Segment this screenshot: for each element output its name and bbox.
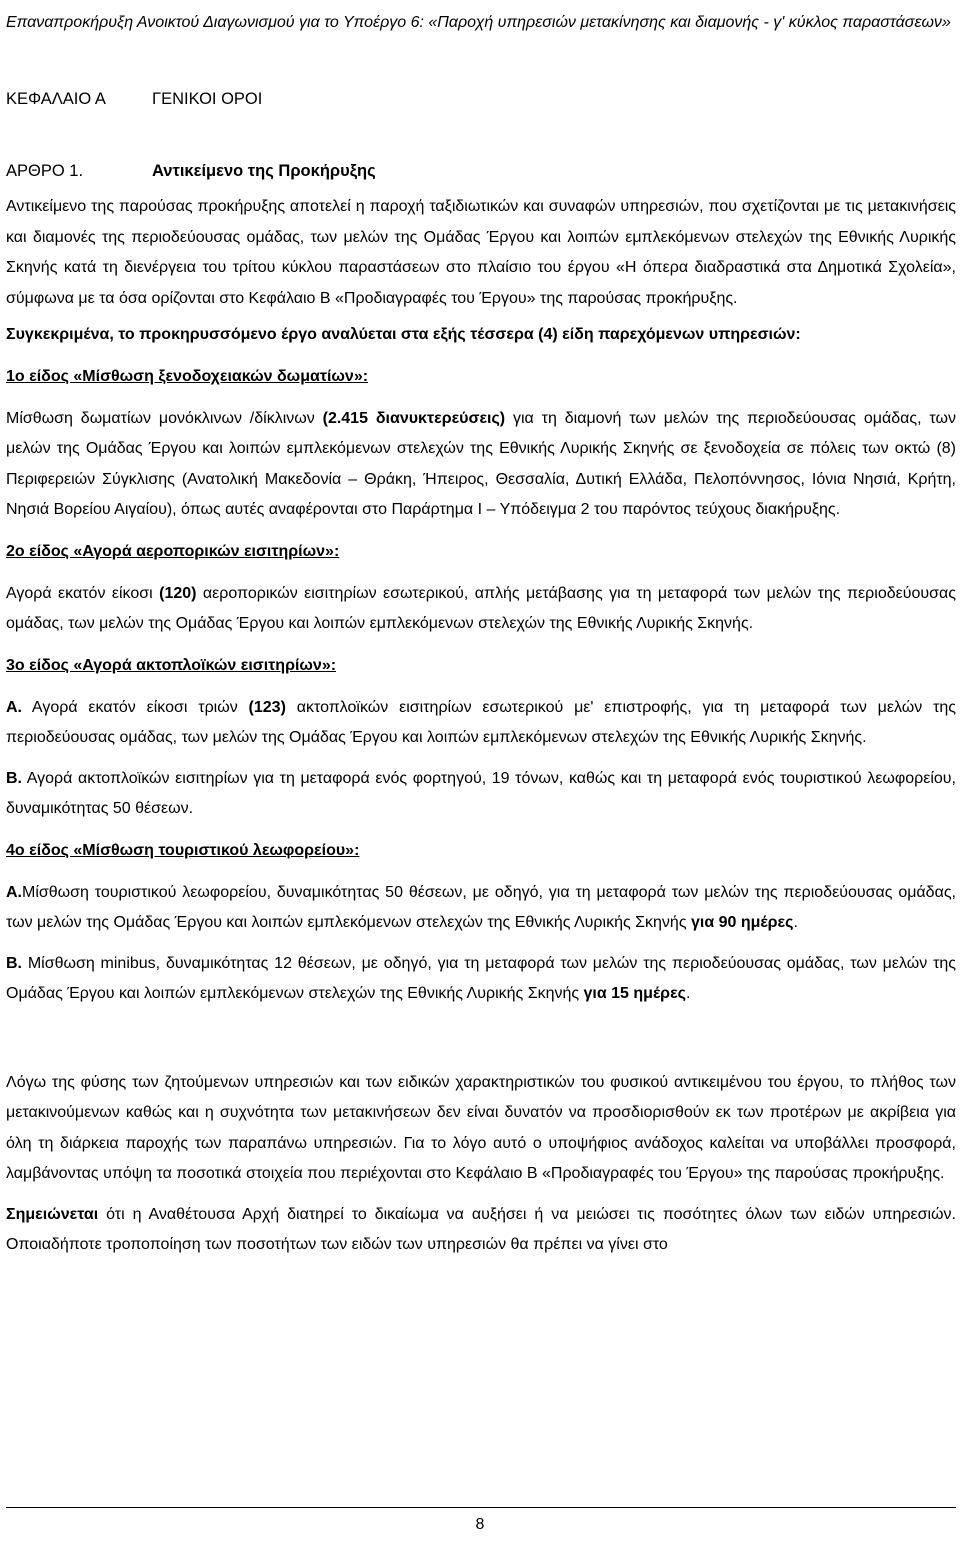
kind3-b-label: Β.: [6, 769, 22, 787]
kind3-b-text: Αγορά ακτοπλοϊκών εισιτηρίων για τη μεταφορά ενός φορτηγού, 19 τόνων, καθώς και τη μεταφορά ενός τουριστικού λεωφορείου, δυναμικότητας 50 θέσεων.: [6, 769, 956, 817]
kind4-item-a: [6, 878, 956, 939]
kind2-paragraph: [6, 579, 956, 640]
page-number: 8: [475, 1516, 485, 1533]
kind2-rest: αεροπορικών εισιτηρίων εσωτερικού, απλής μετάβασης για τη μεταφορά των μελών της περιοδεύουσας ομάδας, των μελών της Ομάδας Έργου και λοιπών εμπλεκόμενων στελεχών της Εθνικής Λυρικής Σκηνής.: [6, 584, 957, 632]
note-rest: ότι η Αναθέτουσα Αρχή διατηρεί το δικαίωμα να αυξήσει ή να μειώσει τις ποσότητες όλων των ειδών υπηρεσιών. Οποιαδήποτε τροποποίηση των ποσοτήτων των ειδών των υπηρεσιών θα πρέπει να γίνει στο: [6, 1205, 956, 1253]
kind1-lead: Μίσθωση δωματίων μονόκλινων /δίκλινων: [6, 409, 323, 427]
kind4-a-end: .: [793, 914, 798, 931]
footer-divider: [6, 1507, 956, 1508]
kind4-b-text: Μίσθωση minibus, δυναμικότητας 12 θέσεων, με οδηγό, για τη μεταφορά των μελών της περιοδεύουσας ομάδας, των μελών της Ομάδας Έργου και λοιπών εμπλεκόμενων στελεχών της Εθνικής Λυρικής Σκηνής: [6, 954, 956, 1002]
kind3-item-a: [6, 693, 956, 754]
kind4-b-end: .: [686, 985, 691, 1002]
kind4-b-label: Β.: [6, 954, 22, 972]
kind4-a-label: Α.: [6, 883, 22, 901]
kind4-b-duration: για 15 ημέρες: [583, 985, 686, 1002]
kind4-a-duration: για 90 ημέρες: [690, 914, 794, 931]
kind3-a-rest: ακτοπλοϊκών εισιτηρίων εσωτερικού με' επιστροφής, για τη μεταφορά των μελών της περιοδεύουσας ομάδας, των μελών της Ομάδας Έργου και λοιπών εμπλεκόμενων στελεχών της Εθνικής Λυρικής Σκηνής.: [6, 698, 957, 746]
kind3-a-label: Α.: [6, 698, 22, 716]
kind4-item-b: [6, 949, 956, 1010]
kind3-item-b: [6, 764, 956, 825]
kind3-a-lead: Αγορά εκατόν είκοσι τριών: [22, 698, 249, 716]
chapter-title: ΓΕΝΙΚΟΙ ΟΡΟΙ: [152, 90, 263, 108]
article-number: ΑΡΘΡΟ 1.: [6, 162, 84, 180]
article-heading: [6, 160, 956, 182]
intro-paragraph: Αντικείμενο της παρούσας προκήρυξης αποτελεί η παροχή ταξιδιωτικών και συναφών υπηρεσιών, που σχετίζονται με τις μετακινήσεις και διαμονές της περιοδεύουσας ομάδας, των μελών της Ομάδας Έργου και λοιπών εμπλεκόμενων στελεχών της Εθνικής Λυρικής Σκηνής κατά τη διενέργεια του τρίτου κύκλου παραστάσεων στο πλαίσιο του έργου «Η όπερα διαδραστικά στα Δημοτικά Σχολεία», σύμφωνα με τα όσα ορίζονται στο Κεφάλαιο Β «Προδιαγραφές του Έργου» της παρούσας προκήρυξης.: [6, 198, 956, 307]
kind4-title: 4ο είδος «Μίσθωση τουριστικού λεωφορείου»:: [6, 841, 360, 859]
kind3-title: 3ο είδος «Αγορά ακτοπλοϊκών εισιτηρίων»:: [6, 656, 337, 674]
note-paragraph: [6, 1200, 956, 1261]
kind3-a-quantity: (123): [248, 698, 286, 716]
chapter-number: ΚΕΦΑΛΑΙΟ Α: [6, 90, 106, 108]
kind1-paragraph: [6, 404, 956, 526]
kind4-a-text: Μίσθωση τουριστικού λεωφορείου, δυναμικότητας 50 θέσεων, με οδηγό, για τη μεταφορά των μελών της περιοδεύουσας ομάδας, των μελών της Ομάδας Έργου και λοιπών εμπλεκόμενων στελεχών της Εθνικής Λυρικής Σκηνής: [6, 883, 956, 931]
document-header: Επαναπροκήρυξη Ανοικτού Διαγωνισμού για το Υποέργο 6: «Παροχή υπηρεσιών μετακίνησης και διαμονής - γ' κύκλος παραστάσεων»: [6, 14, 951, 31]
specifics-paragraph: Συγκεκριμένα, το προκηρυσσόμενο έργο αναλύεται στα εξής τέσσερα (4) είδη παρεχόμενων υπηρεσιών:: [6, 326, 801, 343]
document-page: [6, 0, 956, 1261]
nature-paragraph: Λόγω της φύσης των ζητούμενων υπηρεσιών και των ειδικών χαρακτηριστικών του φυσικού αντικειμένου του έργου, το πλήθος των μετακινούμενων καθώς και η συχνότητα των μετακινήσεων δεν είναι δυνατόν να προσδιορισθούν εκ των προτέρων με ακρίβεια για όλη τη διάρκεια παροχής των παραπάνω υπηρεσιών. Για το λόγο αυτό ο υποψήφιος ανάδοχος καλείται να υποβάλλει προσφορά, λαμβάνοντας υπόψη τα ποσοτικά στοιχεία που περιέχονται στο Κεφάλαιο Β «Προδιαγραφές του Έργου» της παρούσας προκήρυξης.: [6, 1073, 956, 1182]
kind2-title: 2ο είδος «Αγορά αεροπορικών εισιτηρίων»:: [6, 542, 340, 560]
kind2-lead: Αγορά εκατόν είκοσι: [6, 584, 160, 602]
kind1-quantity: (2.415 διανυκτερεύσεις): [322, 409, 506, 427]
chapter-heading: [6, 88, 956, 110]
note-bold: Σημειώνεται: [6, 1205, 99, 1223]
kind1-title: 1ο είδος «Μίσθωση ξενοδοχειακών δωματίων»:: [6, 367, 369, 385]
kind2-quantity: (120): [159, 584, 197, 602]
kind1-rest: για τη διαμονή των μελών της περιοδεύουσας ομάδας, των μελών της Ομάδας Έργου και λοιπών εμπλεκόμενων στελεχών της Εθνικής Λυρικής Σκηνής σε ξενοδοχεία σε πόλεις των οκτώ (8) Περιφερειών Σύγκλισης (Ανατολική Μακεδονία – Θράκη, Ήπειρος, Θεσσαλία, Δυτική Ελλάδα, Πελοπόννησος, Ιόνια Νησιά, Κρήτη, Νησιά Βορείου Αιγαίου), όπως αυτές αναφέρονται στο Παράρτημα Ι – Υπόδειγμα 2 του παρόντος τεύχους διακήρυξης.: [6, 409, 956, 518]
article-title: Αντικείμενο της Προκήρυξης: [152, 162, 376, 180]
